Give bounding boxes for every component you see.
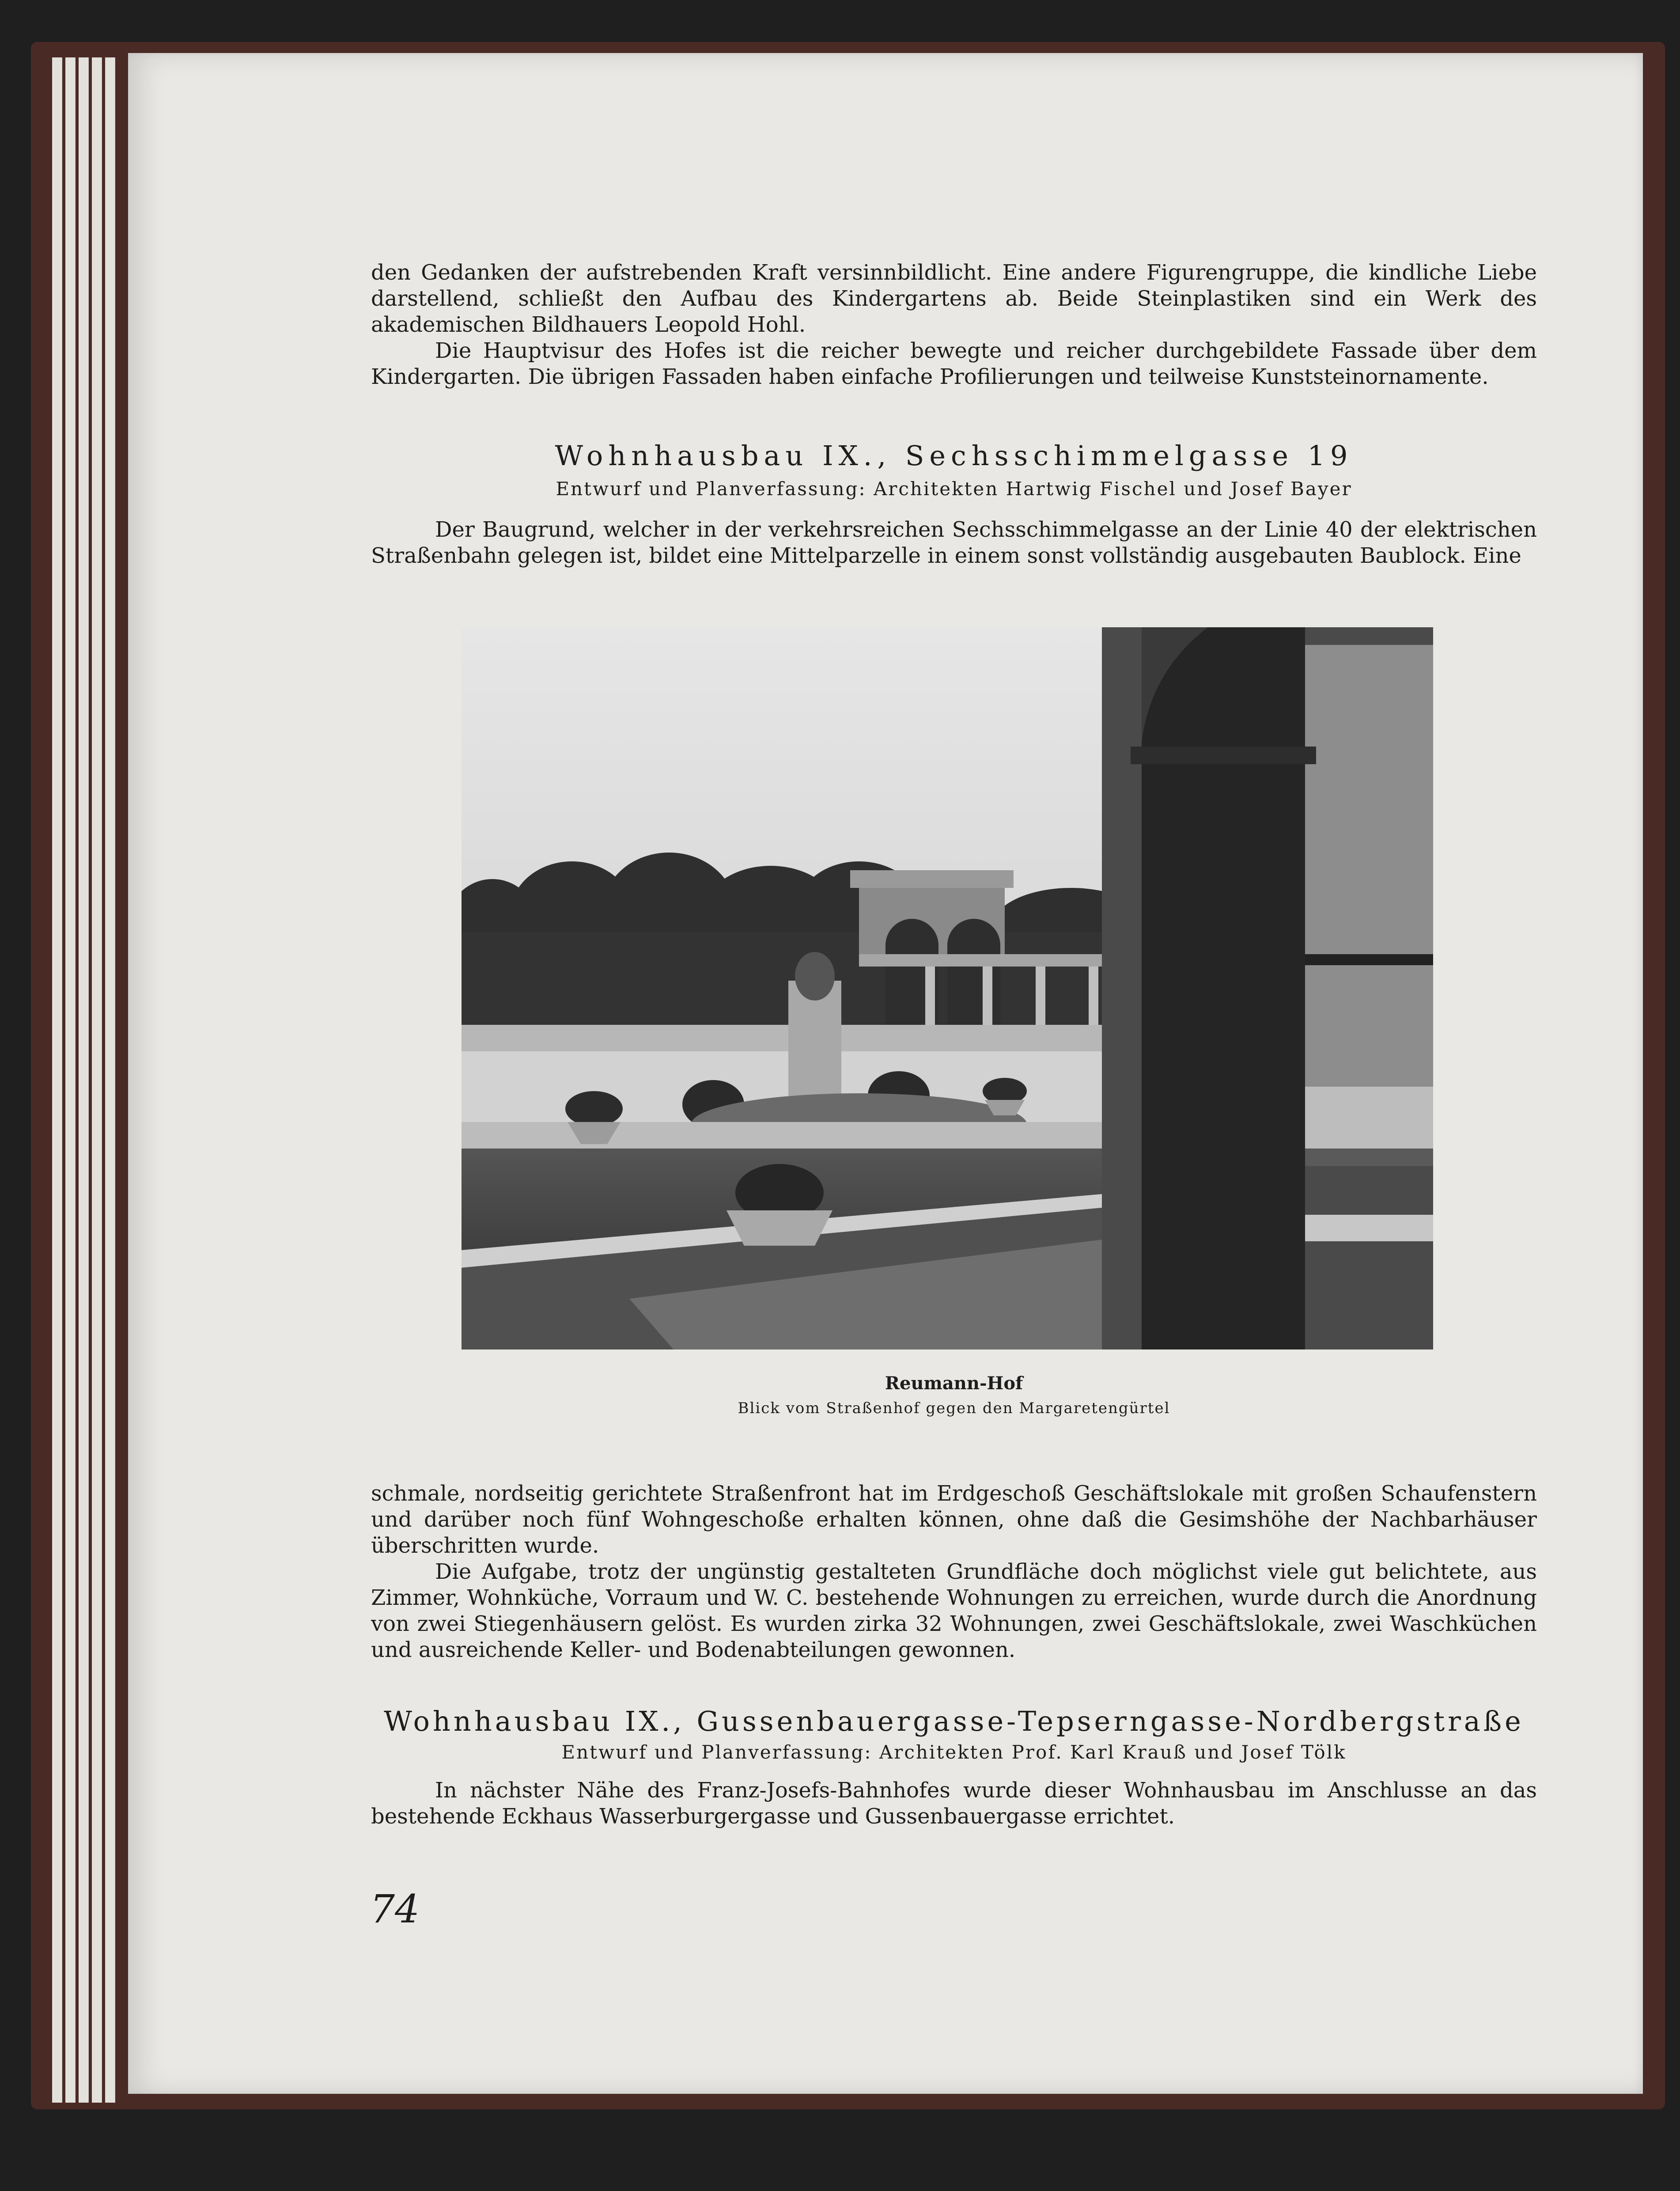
page-edge [65,57,76,2103]
courtyard-photo [462,627,1433,1349]
paragraph: In nächster Nähe des Franz-Josefs-Bahnhofes wurde dieser Wohnhausbau im Anschlusse an das bestehende Eckhaus Wasserburgergasse und Gussenbauergasse errichtet. [371,1778,1537,1829]
section-text [371,1778,1537,1830]
section-text [371,517,1537,569]
section-heading: Wohnhausbau IX., Sechsschimmelgasse 19 [555,440,1353,472]
page-edge [92,57,102,2103]
paragraph: schmale, nordseitig gerichtete Straßenfront hat im Erdgeschoß Geschäftslokale mit großen Schaufenstern und darüber noch fünf Wohngeschoße erhalten können, ohne daß die Gesimshöhe der Nachbarhäuser überschritten wurde. [371,1481,1537,1558]
architect-credit: Entwurf und Planverfassung: Architekten Hartwig Fischel und Josef Bayer [556,478,1352,500]
page-edge [79,57,89,2103]
architect-credit: Entwurf und Planverfassung: Architekten Prof. Karl Krauß und Josef Tölk [561,1741,1347,1763]
section-heading: Wohnhausbau IX., Gussenbauergasse-Tepserngasse-Nordbergstraße [384,1705,1524,1737]
page-edge [52,57,62,2103]
paragraph: Die Hauptvisur des Hofes ist die reicher bewegte und reicher durchgebildete Fassade über dem Kindergarten. Die übrigen Fassaden haben einfache Profilierungen und teilweise Kunststeinornamente. [371,338,1537,389]
photo-caption-title: Reumann-Hof [885,1373,1023,1394]
photo-illustration [462,627,1433,1349]
photo-caption-subtitle: Blick vom Straßenhof gegen den Margaretengürtel [738,1399,1170,1417]
page-edge [105,57,115,2103]
section-text-continued [371,1481,1537,1663]
page-number: 74 [370,1886,420,1932]
intro-text [371,260,1537,390]
paragraph: den Gedanken der aufstrebenden Kraft versinnbildlicht. Eine andere Figurengruppe, die kindliche Liebe darstellend, schließt den Aufbau des Kindergartens ab. Beide Steinplastiken sind ein Werk des akademischen Bildhauers Leopold Hohl. [371,260,1537,337]
paragraph: Der Baugrund, welcher in der verkehrsreichen Sechsschimmelgasse an der Linie 40 der elektrischen Straßenbahn gelegen ist, bildet eine Mittelparzelle in einem sonst vollständig ausgebauten Baublock. Eine [371,517,1537,568]
paragraph: Die Aufgabe, trotz der ungünstig gestalteten Grundfläche doch möglichst viele gut belichtete, aus Zimmer, Wohnküche, Vorraum und W. C. bestehende Wohnungen zu erreichen, wurde durch die Anordnung von zwei Stiegenhäusern gelöst. Es wurden zirka 32 Wohnungen, zwei Geschäftslokale, zwei Waschküchen und ausreichende Keller- und Bodenabteilungen gewonnen. [371,1559,1537,1662]
